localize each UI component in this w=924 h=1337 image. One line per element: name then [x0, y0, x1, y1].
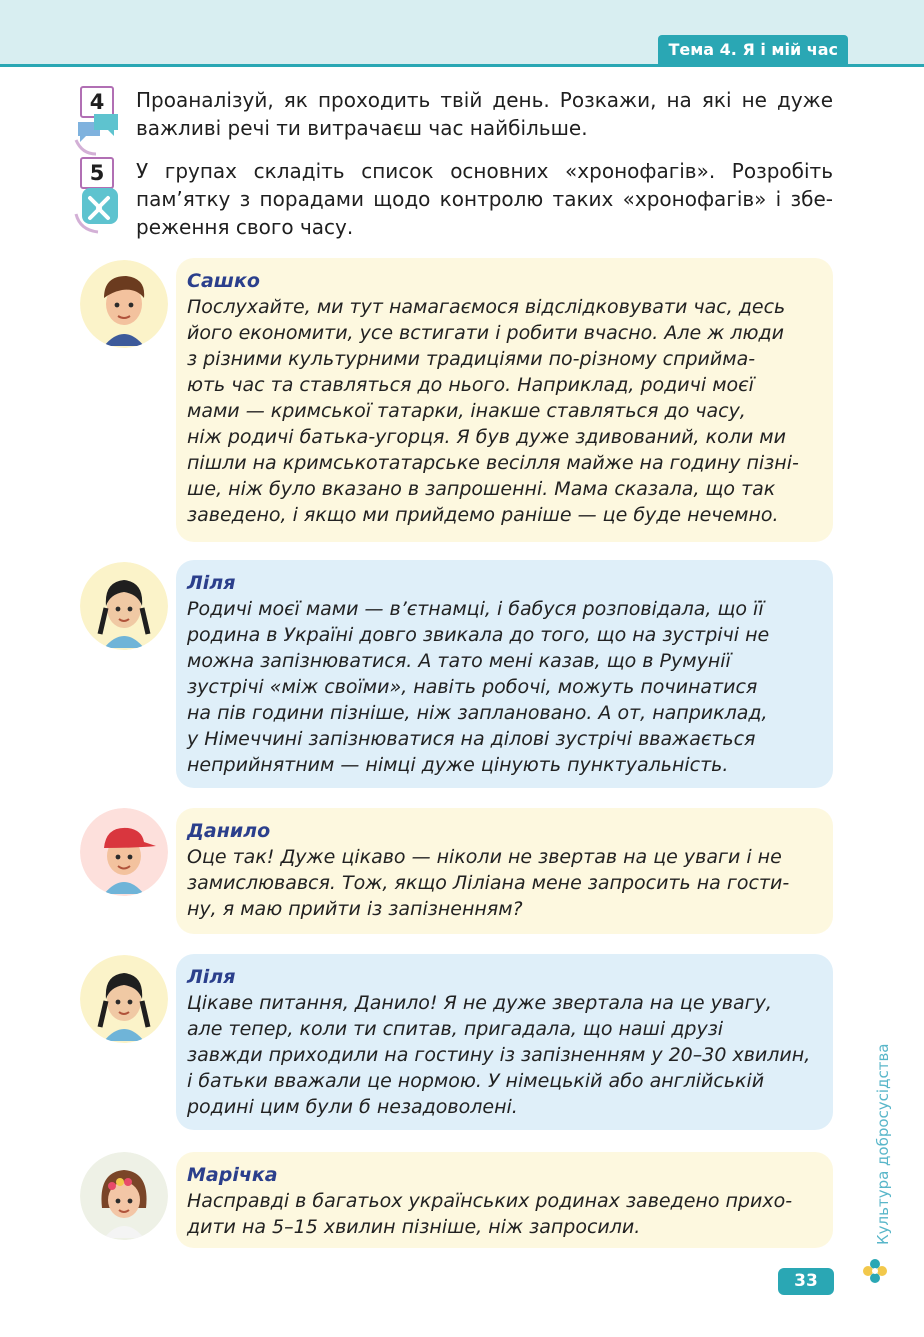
task-4-text: Проаналізуй, як проходить твій день. Розкажи, на які не дуже важливі речі ти витрачаєш час найбільше.	[136, 88, 833, 140]
speech-text: Оце так! Дуже цікаво — ніколи не звертав на це уваги і не замислювався. Тож, якщо Ліліана мене запросить на гости- ну, я маю прийти із запізненням?	[187, 846, 790, 920]
avatar-lilia-2	[80, 955, 168, 1043]
avatar-sashko	[80, 260, 168, 348]
speech-bubble-sashko	[176, 258, 833, 542]
speaker-name: Ліля	[187, 572, 236, 594]
page-number: 33	[778, 1268, 834, 1295]
speaker-name: Данило	[187, 820, 271, 842]
avatar-marichka	[80, 1152, 168, 1240]
speech-text: Насправді в багатьох українських родинах заведено прихо- дити на 5–15 хвилин пізніше, ніж запросили.	[187, 1190, 793, 1238]
section-title: Культура добросусідства	[874, 1043, 892, 1245]
speech-text: Послухайте, ми тут намагаємося відслідковувати час, десь його економити, усе встигати і робити вчасно. Але ж люди з різними культурними традиціями по-різному сприйма- ють час та ставляться до нього. Наприклад, родичі моєї мами — кримської татарки, інакше ставляться до часу, ніж родичі батька-угорця. Я був дуже здивований, коли ми пішли на кримськотатарське весілля майже на годину пізні- ше, ніж було вказано в запрошенні. Мама сказала, що так заведено, і якщо ми прийдемо раніше — це буде нечемно.	[187, 296, 799, 526]
speaker-name: Марічка	[187, 1164, 278, 1186]
speech-text: Цікаве питання, Данило! Я не дуже звертала на це увагу, але тепер, коли ти спитав, пригадала, що наші друзі завжди приходили на гостину із запізненням у 20–30 хвилин, і батьки вважали це нормою. У німецькій або англійській родині цим були б незадоволені.	[187, 992, 811, 1118]
discussion-icon	[72, 110, 122, 158]
theme-tag: Тема 4. Я і мій час	[658, 35, 848, 65]
task-number-5: 5	[80, 157, 114, 189]
speaker-name: Ліля	[187, 966, 236, 988]
flower-icon	[862, 1258, 888, 1284]
speech-bubble-danylo	[176, 808, 833, 934]
teamwork-hands-icon	[72, 184, 124, 236]
avatar-lilia	[80, 562, 168, 650]
speaker-name: Сашко	[187, 270, 260, 292]
speech-bubble-lilia-1	[176, 560, 833, 788]
speech-bubble-marichka	[176, 1152, 833, 1248]
task-number-4: 4	[80, 86, 114, 118]
speech-text: Родичі моєї мами — в’єтнамці, і бабуся розповідала, що її родина в Україні довго звикала до того, що на зустрічі не можна запізнюватися. А тато мені казав, що в Румунії зустрічі «між своїми», навіть робочі, можуть починатися на пів години пізніше, ніж заплановано. А от, наприклад, у Німеччині запізнюватися на ділові зустрічі вважається неприйнятним — німці дуже цінують пунктуальність.	[187, 598, 770, 776]
speech-bubble-lilia-2	[176, 954, 833, 1130]
task-5-text: У групах складіть список основних «хронофагів». Розробіть пам’ятку з порадами щодо контролю таких «хронофагів» і збе-реження свого часу.	[136, 159, 833, 239]
avatar-danylo	[80, 808, 168, 896]
